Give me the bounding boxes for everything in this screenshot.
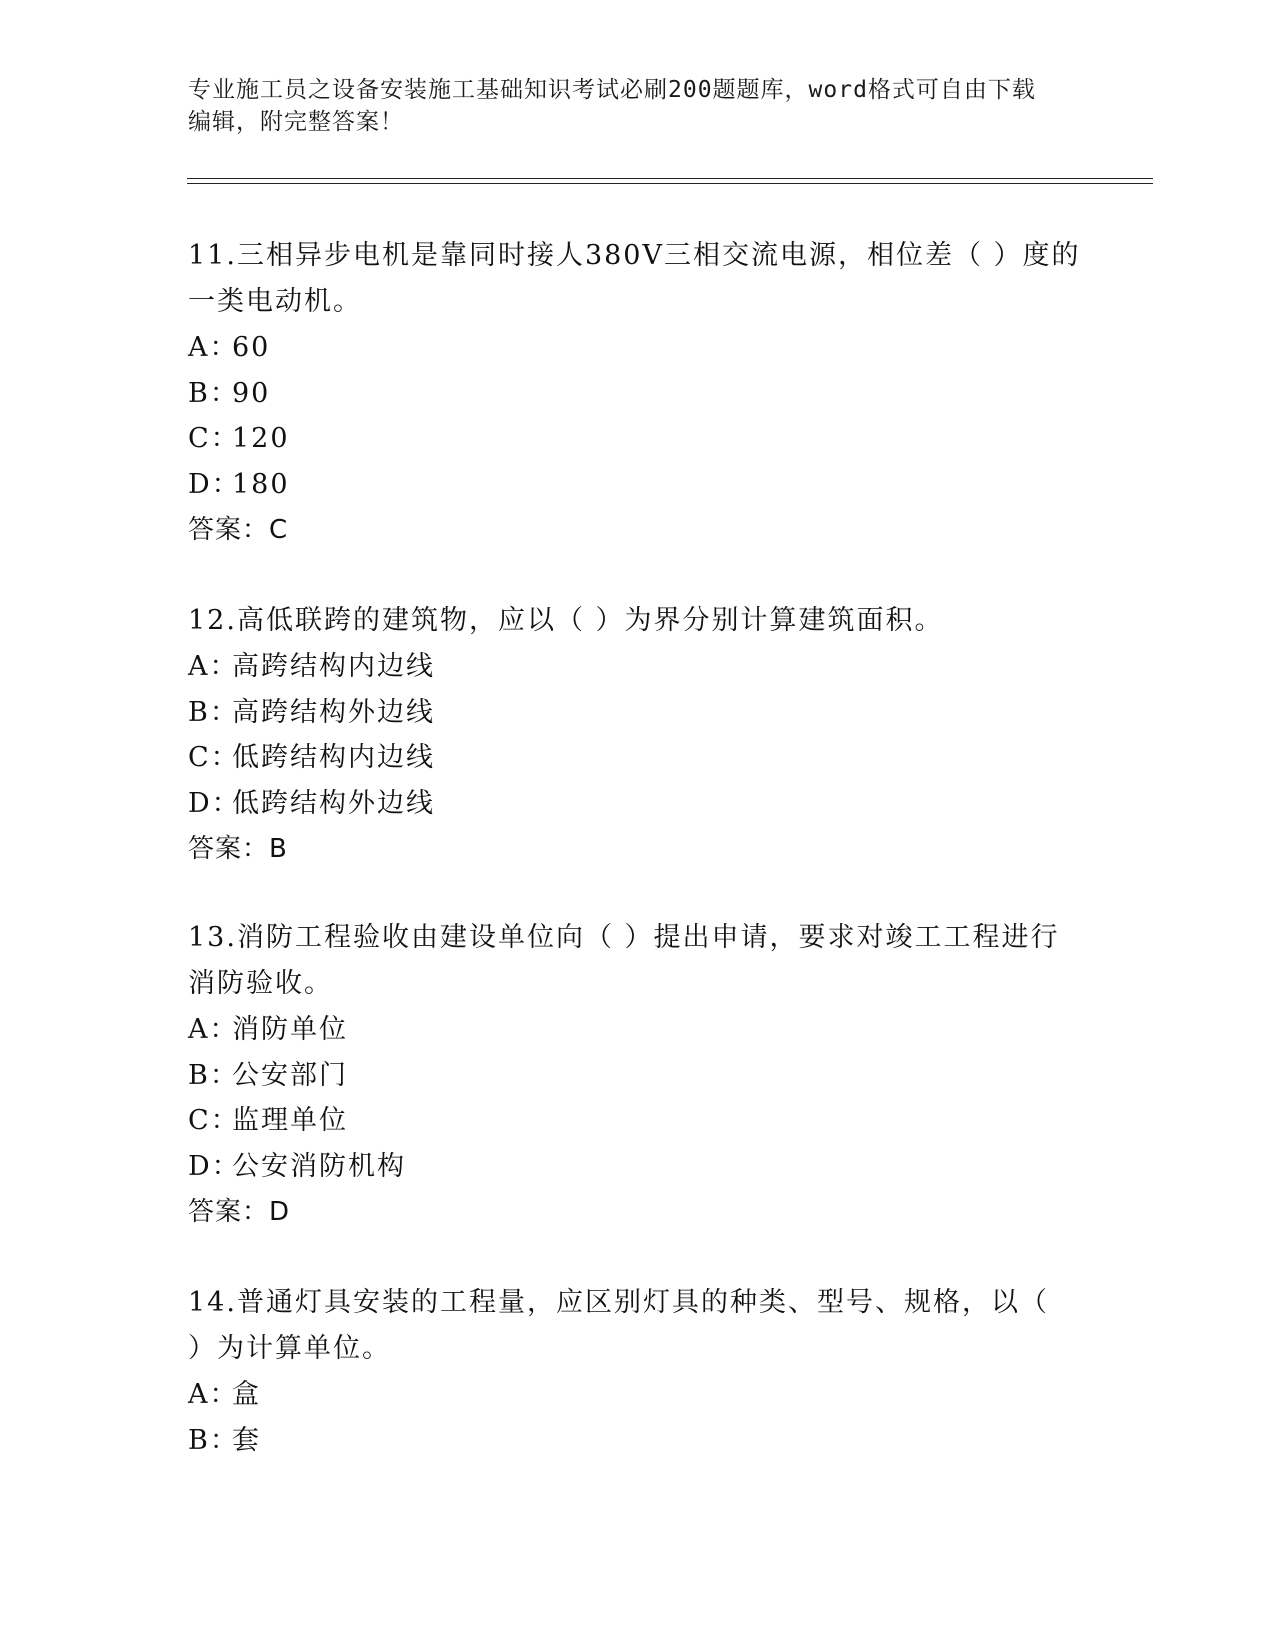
answer-line: 答案：D [188, 1197, 291, 1227]
header-divider-top [187, 178, 1153, 179]
option-b [188, 1418, 1088, 1464]
option-a [188, 1372, 1088, 1418]
option-b [188, 371, 1088, 417]
option-key: A： [188, 1014, 239, 1045]
option-key: A： [188, 651, 239, 682]
option-value: 低跨结构外边线 [232, 787, 435, 819]
question-text-line: 消防验收。 [188, 968, 333, 999]
option-value: 90 [232, 377, 271, 409]
option-b [188, 690, 1088, 736]
header-title-line-1: 专业施工员之设备安装施工基础知识考试必刷200题题库，word格式可自由下载 [188, 77, 1036, 103]
question-text-line: 14.普通灯具安装的工程量，应区别灯具的种类、型号、规格，以（ [188, 1287, 1049, 1318]
option-b [188, 1053, 1088, 1099]
question-text-line: 11.三相异步电机是靠同时接人380V三相交流电源，相位差（ ）度的 [188, 240, 1081, 271]
header-title-line-2: 编辑，附完整答案！ [188, 109, 404, 135]
option-c [188, 1098, 1088, 1144]
question-13 [188, 915, 1088, 1235]
option-value: 监理单位 [232, 1105, 348, 1136]
option-d [188, 1144, 1088, 1190]
option-d [188, 462, 1088, 508]
option-key: B： [188, 377, 239, 409]
option-value: 180 [232, 468, 290, 500]
question-text-line: 12.高低联跨的建筑物，应以（ ）为界分别计算建筑面积。 [188, 605, 944, 636]
question-text-line: ）为计算单位。 [188, 1333, 391, 1364]
option-value: 120 [232, 423, 290, 454]
option-value: 公安消防机构 [232, 1150, 406, 1182]
answer-line: 答案：C [188, 515, 289, 545]
option-c [188, 735, 1088, 781]
option-value: 高跨结构外边线 [232, 696, 435, 728]
option-key: A： [188, 1379, 239, 1410]
option-c [188, 416, 1088, 462]
option-key: B： [188, 1059, 239, 1091]
question-12 [188, 598, 1088, 872]
option-a [188, 325, 1088, 371]
option-key: B： [188, 1424, 239, 1456]
question-11 [188, 233, 1088, 553]
document-header [188, 74, 1068, 138]
question-text-line: 一类电动机。 [188, 286, 362, 317]
option-key: D： [188, 787, 241, 819]
option-a [188, 644, 1088, 690]
option-a [188, 1007, 1088, 1053]
option-value: 60 [232, 332, 271, 363]
option-key: A： [188, 332, 239, 363]
option-value: 消防单位 [232, 1014, 348, 1045]
header-divider-bottom [187, 183, 1153, 184]
option-value: 套 [232, 1424, 261, 1456]
option-key: D： [188, 1150, 241, 1182]
option-key: C： [188, 423, 240, 454]
option-key: C： [188, 742, 240, 773]
option-value: 低跨结构内边线 [232, 742, 435, 773]
option-d [188, 781, 1088, 827]
option-value: 高跨结构内边线 [232, 651, 435, 682]
option-key: C： [188, 1105, 240, 1136]
option-key: D： [188, 468, 241, 500]
question-14 [188, 1280, 1088, 1463]
option-key: B： [188, 696, 239, 728]
option-value: 盒 [232, 1379, 261, 1410]
question-text-line: 13.消防工程验收由建设单位向（ ）提出申请，要求对竣工工程进行 [188, 922, 1060, 953]
answer-line: 答案：B [188, 834, 288, 864]
option-value: 公安部门 [232, 1059, 348, 1091]
